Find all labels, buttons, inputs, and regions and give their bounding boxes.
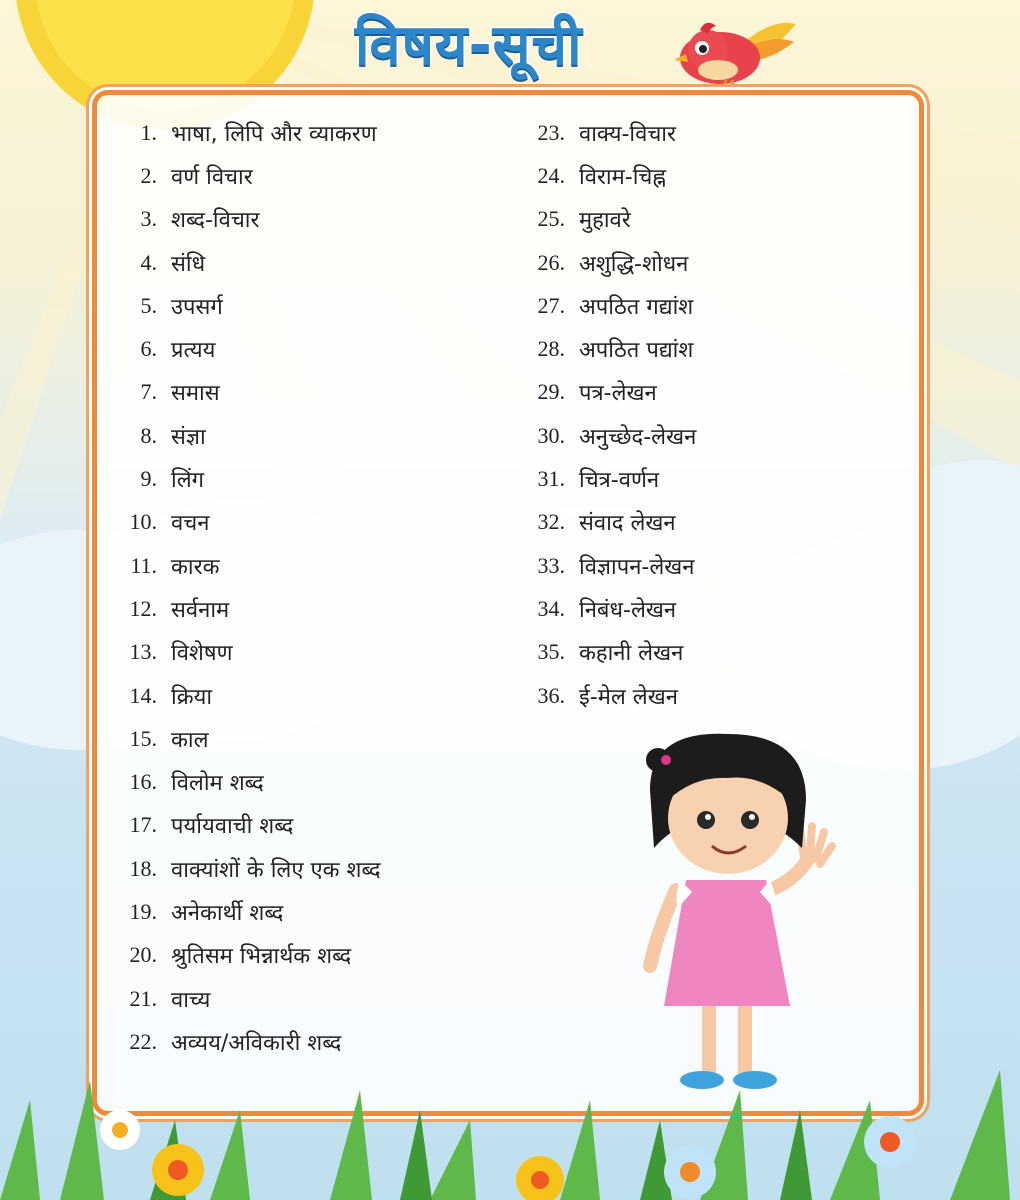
toc-number: 25.	[537, 206, 565, 232]
toc-number: 23.	[537, 119, 565, 145]
toc-item[interactable]	[533, 154, 696, 197]
toc-item[interactable]	[117, 934, 381, 977]
toc-item[interactable]	[117, 977, 381, 1020]
flower-icon	[100, 1110, 140, 1150]
toc-item[interactable]	[117, 587, 381, 630]
toc-item[interactable]	[533, 284, 696, 327]
toc-number: 31.	[537, 466, 565, 492]
toc-title: क्रिया	[171, 684, 213, 710]
toc-title: वाक्यांशों के लिए एक शब्द	[171, 857, 381, 883]
toc-right-column	[533, 111, 696, 717]
toc-number: 11.	[130, 552, 157, 578]
toc-title: कारक	[171, 554, 220, 580]
toc-item[interactable]	[533, 501, 696, 544]
toc-number: 22.	[129, 1028, 157, 1054]
toc-number: 3.	[140, 206, 157, 232]
toc-item[interactable]	[117, 501, 381, 544]
toc-number: 34.	[537, 595, 565, 621]
toc-number: 20.	[129, 942, 157, 968]
toc-item[interactable]	[533, 371, 696, 414]
toc-item[interactable]	[533, 457, 696, 500]
toc-number: 6.	[140, 336, 157, 362]
toc-title: प्रत्यय	[171, 338, 216, 364]
toc-title: भाषा, लिपि और व्याकरण	[171, 121, 377, 147]
toc-left-column	[117, 111, 381, 1064]
toc-number: 36.	[537, 682, 565, 708]
toc-title: विशेषण	[171, 641, 233, 667]
toc-item[interactable]	[117, 111, 381, 154]
toc-item[interactable]	[533, 587, 696, 630]
toc-number: 14.	[129, 682, 157, 708]
toc-title: पत्र-लेखन	[579, 381, 657, 407]
toc-item[interactable]	[533, 241, 696, 284]
toc-title: संज्ञा	[171, 424, 206, 450]
toc-item[interactable]	[533, 414, 696, 457]
toc-item[interactable]	[533, 198, 696, 241]
toc-item[interactable]	[117, 327, 381, 370]
toc-number: 9.	[140, 466, 157, 492]
toc-item[interactable]	[117, 631, 381, 674]
toc-item[interactable]	[117, 674, 381, 717]
toc-number: 1.	[140, 119, 157, 145]
toc-title: वचन	[171, 511, 210, 537]
flower-icon	[516, 1156, 564, 1200]
toc-number: 10.	[129, 509, 157, 535]
toc-title: शब्द-विचार	[171, 208, 260, 234]
toc-number: 18.	[129, 855, 157, 881]
toc-number: 30.	[537, 422, 565, 448]
toc-item[interactable]	[117, 198, 381, 241]
toc-number: 16.	[129, 769, 157, 795]
toc-title: काल	[171, 727, 209, 753]
toc-number: 8.	[140, 422, 157, 448]
toc-title: निबंध-लेखन	[579, 597, 677, 623]
toc-title: पर्यायवाची शब्द	[171, 814, 294, 840]
bird-icon	[672, 16, 800, 94]
flower-icon	[864, 1116, 916, 1168]
toc-title: वर्ण विचार	[171, 164, 253, 190]
toc-item[interactable]	[533, 544, 696, 587]
toc-number: 27.	[537, 292, 565, 318]
flower-icon	[664, 1146, 716, 1198]
toc-number: 32.	[537, 509, 565, 535]
girl-illustration	[620, 730, 840, 1100]
toc-title: श्रुतिसम भिन्नार्थक शब्द	[171, 944, 352, 970]
toc-title: संवाद लेखन	[579, 511, 676, 537]
toc-title: वाच्य	[171, 987, 211, 1013]
toc-title: अपठित गद्यांश	[579, 294, 694, 320]
toc-number: 5.	[140, 292, 157, 318]
toc-number: 17.	[129, 812, 157, 838]
flower-icon	[152, 1144, 204, 1196]
toc-title: अनुच्छेद-लेखन	[579, 424, 697, 450]
toc-number: 26.	[537, 249, 565, 275]
toc-number: 7.	[140, 379, 157, 405]
toc-title: अशुद्धि-शोधन	[579, 251, 689, 277]
toc-title: वाक्य-विचार	[579, 121, 676, 147]
toc-number: 35.	[537, 639, 565, 665]
toc-item[interactable]	[117, 804, 381, 847]
toc-item[interactable]	[533, 111, 696, 154]
toc-title: अव्यय/अविकारी शब्द	[171, 1030, 342, 1056]
toc-title: ई-मेल लेखन	[579, 684, 678, 710]
toc-item[interactable]	[117, 284, 381, 327]
toc-number: 12.	[129, 595, 157, 621]
toc-title: सर्वनाम	[171, 597, 230, 623]
toc-title: विज्ञापन-लेखन	[579, 554, 695, 580]
toc-number: 29.	[537, 379, 565, 405]
toc-item[interactable]	[533, 674, 696, 717]
toc-number: 4.	[140, 249, 157, 275]
page-title: विषय-सूची	[355, 13, 583, 78]
toc-number: 2.	[140, 162, 157, 188]
toc-item[interactable]	[533, 327, 696, 370]
toc-item[interactable]	[117, 544, 381, 587]
toc-number: 24.	[537, 162, 565, 188]
toc-item[interactable]	[117, 717, 381, 760]
grass-and-flowers	[0, 1060, 1020, 1200]
toc-title: उपसर्ग	[171, 294, 223, 320]
toc-number: 28.	[537, 336, 565, 362]
toc-title: संधि	[171, 251, 206, 277]
toc-number: 15.	[129, 725, 157, 751]
toc-title: कहानी लेखन	[579, 641, 684, 667]
toc-title: अनेकार्थी शब्द	[171, 900, 284, 926]
toc-item[interactable]	[117, 847, 381, 890]
toc-title: विलोम शब्द	[171, 771, 264, 797]
toc-item[interactable]	[117, 241, 381, 284]
toc-title: मुहावरे	[579, 208, 631, 234]
toc-item[interactable]	[117, 371, 381, 414]
toc-item[interactable]	[117, 457, 381, 500]
toc-number: 13.	[129, 639, 157, 665]
toc-number: 33.	[537, 552, 565, 578]
toc-title: चित्र-वर्णन	[579, 468, 660, 494]
toc-item[interactable]	[533, 631, 696, 674]
toc-item[interactable]	[117, 890, 381, 933]
toc-item[interactable]	[117, 760, 381, 803]
toc-title: समास	[171, 381, 220, 407]
toc-title: विराम-चिह्न	[579, 164, 667, 190]
toc-title: लिंग	[171, 468, 205, 494]
toc-item[interactable]	[117, 1020, 381, 1063]
toc-title: अपठित पद्यांश	[579, 338, 694, 364]
toc-number: 21.	[129, 985, 157, 1011]
toc-item[interactable]	[117, 414, 381, 457]
toc-number: 19.	[129, 898, 157, 924]
toc-item[interactable]	[117, 154, 381, 197]
